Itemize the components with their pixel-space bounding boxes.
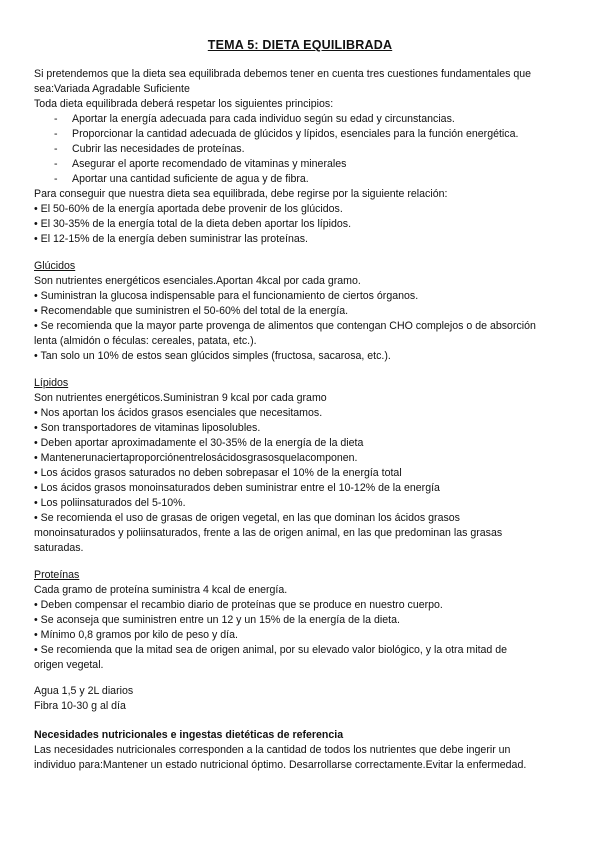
relation-lead: Para conseguir que nuestra dieta sea equilibrada, debe regirse por la siguiente relación: — [34, 188, 448, 200]
necesidades-line-2: individuo para:Mantener un estado nutricional óptimo. Desarrollarse correctamente.Evitar la enfermedad. — [34, 759, 527, 771]
water-line: Agua 1,5 y 2L diarios — [34, 685, 134, 697]
glucidos-line: • Recomendable que suministren el 50-60% del total de la energía. — [34, 305, 349, 317]
proteinas-line: • Mínimo 0,8 gramos por kilo de peso y día. — [34, 629, 238, 641]
glucidos-heading: Glúcidos — [34, 260, 76, 272]
lipidos-line: • Deben aportar aproximadamente el 30-35% de la energía de la dieta — [34, 437, 364, 449]
page-title: TEMA 5: DIETA EQUILIBRADA — [207, 38, 393, 52]
principles-lead: Toda dieta equilibrada deberá respetar los siguientes principios: — [34, 98, 334, 110]
fiber-line: Fibra 10-30 g al día — [34, 700, 126, 712]
necesidades-line-1: Las necesidades nutricionales corresponden a la cantidad de todos los nutrientes que debe ingerir un — [34, 744, 511, 756]
principle-item: - Asegurar el aporte recomendado de vitaminas y minerales — [54, 158, 347, 170]
lipidos-line: • Los poliinsaturados del 5-10%. — [34, 497, 186, 509]
principle-item: - Aportar una cantidad suficiente de agua y de fibra. — [54, 173, 309, 185]
glucidos-section — [34, 259, 574, 364]
relation-item: • El 12-15% de la energía deben suministrar las proteínas. — [34, 233, 309, 245]
glucidos-line: • Tan solo un 10% de estos sean glúcidos simples (fructosa, sacarosa, etc.). — [34, 350, 391, 362]
lipidos-line: • Son transportadores de vitaminas liposolubles. — [34, 422, 261, 434]
glucidos-line: • Se recomienda que la mayor parte provenga de alimentos que contengan CHO complejos o de absorción — [34, 320, 536, 332]
glucidos-line: lenta (almidón o féculas: cereales, patata, etc.). — [34, 335, 257, 347]
proteinas-line: • Deben compensar el recambio diario de proteínas que se produce en nuestro cuerpo. — [34, 599, 443, 611]
principle-item: - Proporcionar la cantidad adecuada de glúcidos y lípidos, esenciales para la función energética. — [54, 128, 519, 140]
lipidos-line: saturadas. — [34, 542, 84, 554]
proteinas-line: • Se aconseja que suministren entre un 12 y un 15% de la energía de la dieta. — [34, 614, 400, 626]
relation-item: • El 30-35% de la energía total de la dieta deben aportar los lípidos. — [34, 218, 352, 230]
lipidos-line: • Los ácidos grasos monoinsaturados deben suministrar entre el 10-12% de la energía — [34, 482, 440, 494]
lipidos-line: • Mantenerunaciertaproporciónentrelosácidosgrasosquelacomponen. — [34, 452, 358, 464]
necesidades-section — [34, 728, 574, 773]
proteinas-section — [34, 568, 574, 673]
water-fiber-section — [34, 684, 574, 714]
lipidos-section — [34, 376, 574, 556]
proteinas-line: • Se recomienda que la mitad sea de origen animal, por su elevado valor biológico, y la otra mitad de — [34, 644, 508, 656]
intro-line-2: sea:Variada Agradable Suficiente — [34, 83, 190, 95]
proteinas-line: Cada gramo de proteína suministra 4 kcal de energía. — [34, 584, 288, 596]
lipidos-line: monoinsaturados y poliinsaturados, frente a las de origen animal, en las que predominan las grasas — [34, 527, 503, 539]
necesidades-heading: Necesidades nutricionales e ingestas dietéticas de referencia — [34, 729, 344, 741]
lipidos-line: Son nutrientes energéticos.Suministran 9 kcal por cada gramo — [34, 392, 327, 404]
glucidos-line: Son nutrientes energéticos esenciales.Aportan 4kcal por cada gramo. — [34, 275, 361, 287]
glucidos-line: • Suministran la glucosa indispensable para el funcionamiento de ciertos órganos. — [34, 290, 419, 302]
proteinas-heading: Proteínas — [34, 569, 80, 581]
proteinas-line: origen vegetal. — [34, 659, 104, 671]
intro-line-1: Si pretendemos que la dieta sea equilibrada debemos tener en cuenta tres cuestiones fundamentales que — [34, 68, 532, 80]
principle-item: - Aportar la energía adecuada para cada individuo según su edad y circunstancias. — [54, 113, 455, 125]
lipidos-line: • Los ácidos grasos saturados no deben sobrepasar el 10% de la energía total — [34, 467, 402, 479]
principle-item: - Cubrir las necesidades de proteínas. — [54, 143, 245, 155]
intro-section — [34, 67, 574, 247]
relation-item: • El 50-60% de la energía aportada debe provenir de los glúcidos. — [34, 203, 343, 215]
lipidos-heading: Lípidos — [34, 377, 69, 389]
lipidos-line: • Se recomienda el uso de grasas de origen vegetal, en las que dominan los ácidos grasos — [34, 512, 460, 524]
lipidos-line: • Nos aportan los ácidos grasos esenciales que necesitamos. — [34, 407, 323, 419]
